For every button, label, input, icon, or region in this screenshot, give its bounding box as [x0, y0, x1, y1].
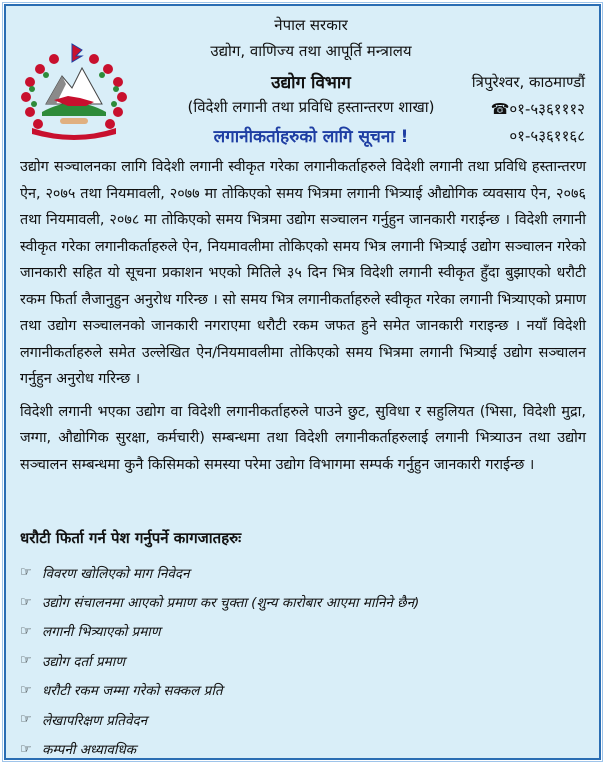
notice-panel [4, 4, 601, 760]
pointing-hand-icon: ☞ [20, 712, 32, 728]
document-label: लेखापरिक्षण प्रतिवेदन [42, 712, 148, 729]
list-item [20, 676, 419, 705]
phone-number-2: ०१-५३६११६८ [509, 127, 585, 145]
ministry-name: उद्योग, वाणिज्य तथा आपूर्ति मन्त्रालय [210, 42, 412, 60]
list-item [20, 558, 419, 587]
notice-header [6, 6, 599, 154]
notice-title: लगानीकर्ताहरुको लागि सूचना ! [213, 127, 409, 147]
notice-body [20, 154, 586, 484]
documents-list [20, 558, 419, 764]
paragraph-2: विदेशी लगानी भएका उद्योग वा विदेशी लगानीकर्ताहरुले पाउने छुट, सुविधा र सहुलियत (भिसा, विदेशी मुद्रा, जग्गा, औद्योगिक सुरक्षा, कर्मचारी) सम्बन्धमा तथा विदेशी लगानीकर्ताहरुलाई लगानी भित्र्याउन तथा उद्योग सञ्चालन सम्बन्धमा कुनै किसिमको समस्या परेमा उद्योग विभागमा सम्पर्क गर्नुहुन जानकारी गराईन्छ । [20, 403, 586, 473]
nepal-government-emblem-icon [16, 42, 132, 142]
list-item [20, 734, 419, 763]
list-item [20, 617, 419, 646]
list-item [20, 705, 419, 734]
document-label: उद्योग संचालनमा आएको प्रमाण कर चुक्ता (शुन्य कारोबार आएमा मानिने छैन) [42, 595, 420, 612]
phone-number-1: ☎०१-५३६१११२ [490, 100, 585, 118]
document-label: कम्पनी अध्यावधिक [42, 742, 137, 759]
paragraph-1: उद्योग सञ्चालनका लागि विदेशी लगानी स्वीकृत गरेका लगानीकर्ताहरुले विदेशी लगानी तथा प्रविधि हस्तान्तरण ऐन, २०७५ तथा नियमावली, २०७७ मा तोकिएको समय भित्रमा लगानी भित्र्याई औद्योगिक व्यवसाय ऐन, २०७६ तथा नियमावली, २०७८ मा तोकिएको समय भित्रमा उद्योग सञ्चालन गर्नुहुन जानकारी गराईन्छ । विदेशी लगानी स्वीकृत गरेका लगानीकर्ताहरुले ऐन, नियमावलीमा तोकिएको समय भित्र लगानी भित्र्याई उद्योग सञ्चालन गरेको जानकारी सहित यो सूचना प्रकाशन भएको मितिले ३५ दिन भित्र विदेशी लगानी स्वीकृत हुँदा बुझाएको धरौटी रकम फिर्ता लैजानुहुन अनुरोध गरिन्छ । सो समय भित्र लगानीकर्ताहरुले स्वीकृत गरेका लगानी भित्र्याएको प्रमाण तथा उद्योग सञ्चालनको जानकारी नगराएमा धरौटी रकम जफत हुने समेत जानकारी गराइन्छ । नयाँ विदेशी लगानीकर्ताहरुले समेत उल्लेखित ऐन/नियमावलीमा तोकिएको समय भित्रमा लगानी भित्र्याई उद्योग सञ्चालन गर्नुहुन अनुरोध गरिन्छ । [20, 159, 586, 387]
document-label: लगानी भित्र्याएको प्रमाण [42, 624, 161, 641]
pointing-hand-icon: ☞ [20, 623, 32, 639]
government-name: नेपाल सरकार [274, 16, 348, 34]
document-label: धरौटी रकम जम्मा गरेको सक्कल प्रति [42, 683, 223, 700]
department-name: उद्योग विभाग [271, 73, 351, 93]
list-item [20, 646, 419, 675]
pointing-hand-icon: ☞ [20, 653, 32, 669]
document-label: विवरण खोलिएको माग निवेदन [42, 565, 190, 582]
office-address: त्रिपुरेश्वर, काठमाण्डौं [471, 73, 585, 91]
pointing-hand-icon: ☞ [20, 741, 32, 757]
branch-name: (विदेशी लगानी तथा प्रविधि हस्तान्तरण शाखा) [187, 98, 435, 116]
pointing-hand-icon: ☞ [20, 682, 32, 698]
list-item [20, 587, 419, 616]
documents-heading: धरौटी फिर्ता गर्न पेश गर्नुपर्ने कागजातहरुः [20, 529, 242, 547]
document-label: उद्योग दर्ता प्रमाण [42, 653, 125, 670]
pointing-hand-icon: ☞ [20, 565, 32, 581]
pointing-hand-icon: ☞ [20, 594, 32, 610]
